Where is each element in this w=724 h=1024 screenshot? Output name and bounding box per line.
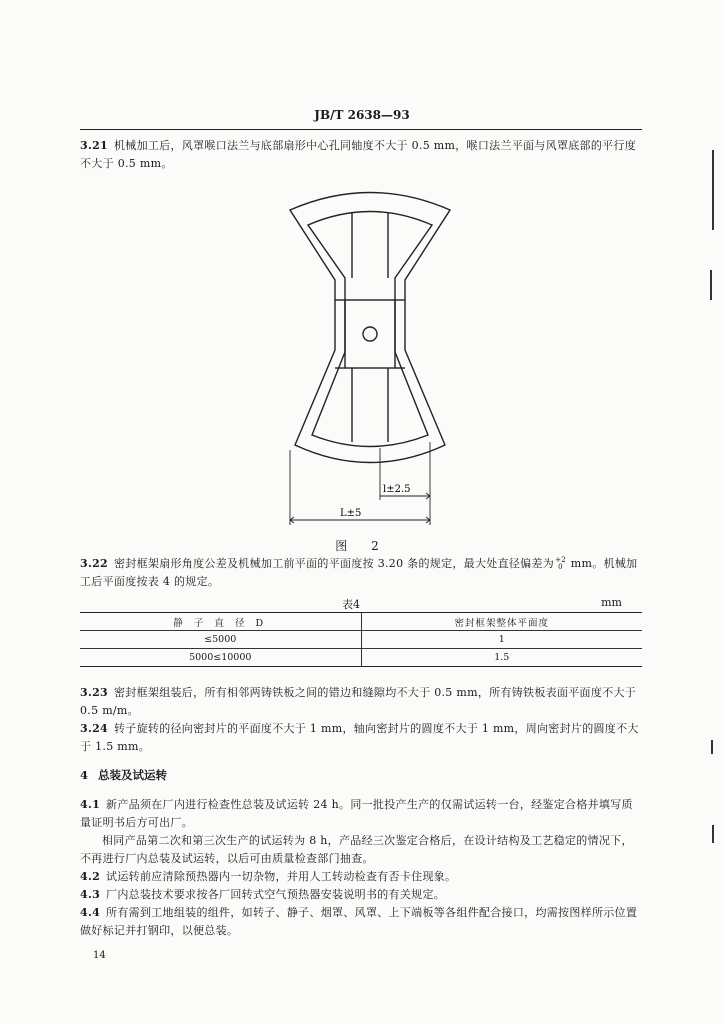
table-row: [80, 631, 642, 649]
clause-number: 4.1: [80, 798, 101, 811]
scan-edge-mark: [711, 740, 713, 754]
clause-text: 转子旋转的径向密封片的平面度不大于 1 mm，轴向密封片的圆度不大于 1 mm，周向密封片的圆度不大于 1.5 mm。: [80, 722, 639, 753]
clause-number: 3.21: [80, 139, 108, 152]
clause-text: 机械加工后，风罩喉口法兰与底部扇形中心孔同轴度不大于 0.5 mm，喉口法兰平面与风罩底部的平行度不大于 0.5 mm。: [80, 139, 637, 170]
table-cell: 1: [361, 631, 642, 649]
clause-text: 密封框架组装后，所有相邻两铸铁板之间的错边和缝隙均不大于 0.5 mm，所有铸铁板表面平面度不大于 0.5 m/m。: [80, 686, 637, 717]
clause-3-21: [80, 137, 642, 173]
clause-text: 密封框架扇形角度公差及机械加工前平面的平面度按 3.20 条的规定，最大处直径偏差为: [114, 557, 555, 570]
clause-4-2: [80, 868, 642, 886]
scan-edge-mark: [712, 150, 714, 230]
clause-4-1: [80, 796, 642, 832]
scan-edge-mark: [712, 825, 714, 843]
clause-4-1-continued: [80, 832, 642, 868]
dim-inner-label: l±2.5: [383, 484, 411, 495]
page-number: 14: [93, 950, 106, 961]
table-header-diameter: 静 子 直 径 D: [80, 613, 361, 631]
frame-hub-block: [345, 300, 395, 368]
clause-number: 4.3: [80, 888, 101, 901]
clause-text: 试运转前应清除预热器内一切杂物，并用人工转动检查有否卡住现象。: [106, 870, 457, 883]
clause-text: 厂内总装技术要求按各厂回转式空气预热器安装说明书的有关规定。: [106, 888, 446, 901]
clause-number: 3.24: [80, 722, 108, 735]
table-cell: 5000≤10000: [80, 649, 361, 667]
header-rule: [80, 129, 642, 130]
section-number: 4: [80, 768, 89, 782]
table-4-unit: mm: [601, 596, 622, 609]
clause-text: 所有需到工地组装的组件，如转子、静子、烟罩、风罩、上下端板等各组件配合接口，均需按图样所示位置做好标记并打钢印，以便总装。: [80, 906, 638, 937]
section-4-title: [80, 766, 642, 784]
clause-number: 4.4: [80, 906, 101, 919]
frame-top-bar: [352, 212, 388, 278]
clause-3-23: [80, 684, 642, 720]
table-cell: ≤5000: [80, 631, 361, 649]
frame-bottom-bar: [352, 368, 388, 442]
clause-number: 3.23: [80, 686, 108, 699]
figure-caption: 图 2: [335, 539, 389, 553]
clause-number: 4.2: [80, 870, 101, 883]
table-4-title-row: [80, 596, 642, 610]
clause-3-24: [80, 720, 642, 756]
figure-2-diagram: [240, 180, 500, 525]
clause-3-22: [80, 555, 642, 591]
table-4-title: 表4: [342, 598, 360, 611]
table-header-row: [80, 613, 642, 631]
clause-text: 新产品须在厂内进行检查性总装及试运转 24 h。同一批投产生产的仅需试运转一台，经鉴定合格并填写质量证明书后方可出厂。: [80, 798, 633, 829]
clause-text: 相同产品第二次和第三次生产的试运转为 8 h，产品经三次鉴定合格后，在设计结构及工艺稳定的情况下，不再进行厂内总装及试运转，以后可由质量检查部门抽查。: [80, 834, 633, 865]
clause-4-3: [80, 886, 642, 904]
table-row: [80, 649, 642, 667]
frame-inner-outline: [308, 212, 432, 447]
clause-number: 3.22: [80, 557, 108, 570]
document-header-code: JB/T 2638—93: [314, 108, 410, 122]
table-4: [80, 612, 642, 667]
section-title-text: 总装及试运转: [98, 768, 168, 782]
clause-text-end: mm。机械加工后平面度按表 4 的规定。: [80, 557, 638, 588]
tolerance-lower: 0: [558, 563, 563, 571]
table-cell: 1.5: [361, 649, 642, 667]
center-hole: [363, 327, 377, 341]
table-header-flatness: 密封框架整体平面度: [361, 613, 642, 631]
scan-edge-mark: [710, 270, 712, 300]
dim-outer-label: L±5: [340, 508, 362, 519]
tolerance-upper: +2: [555, 556, 567, 564]
clause-4-4: [80, 904, 642, 940]
